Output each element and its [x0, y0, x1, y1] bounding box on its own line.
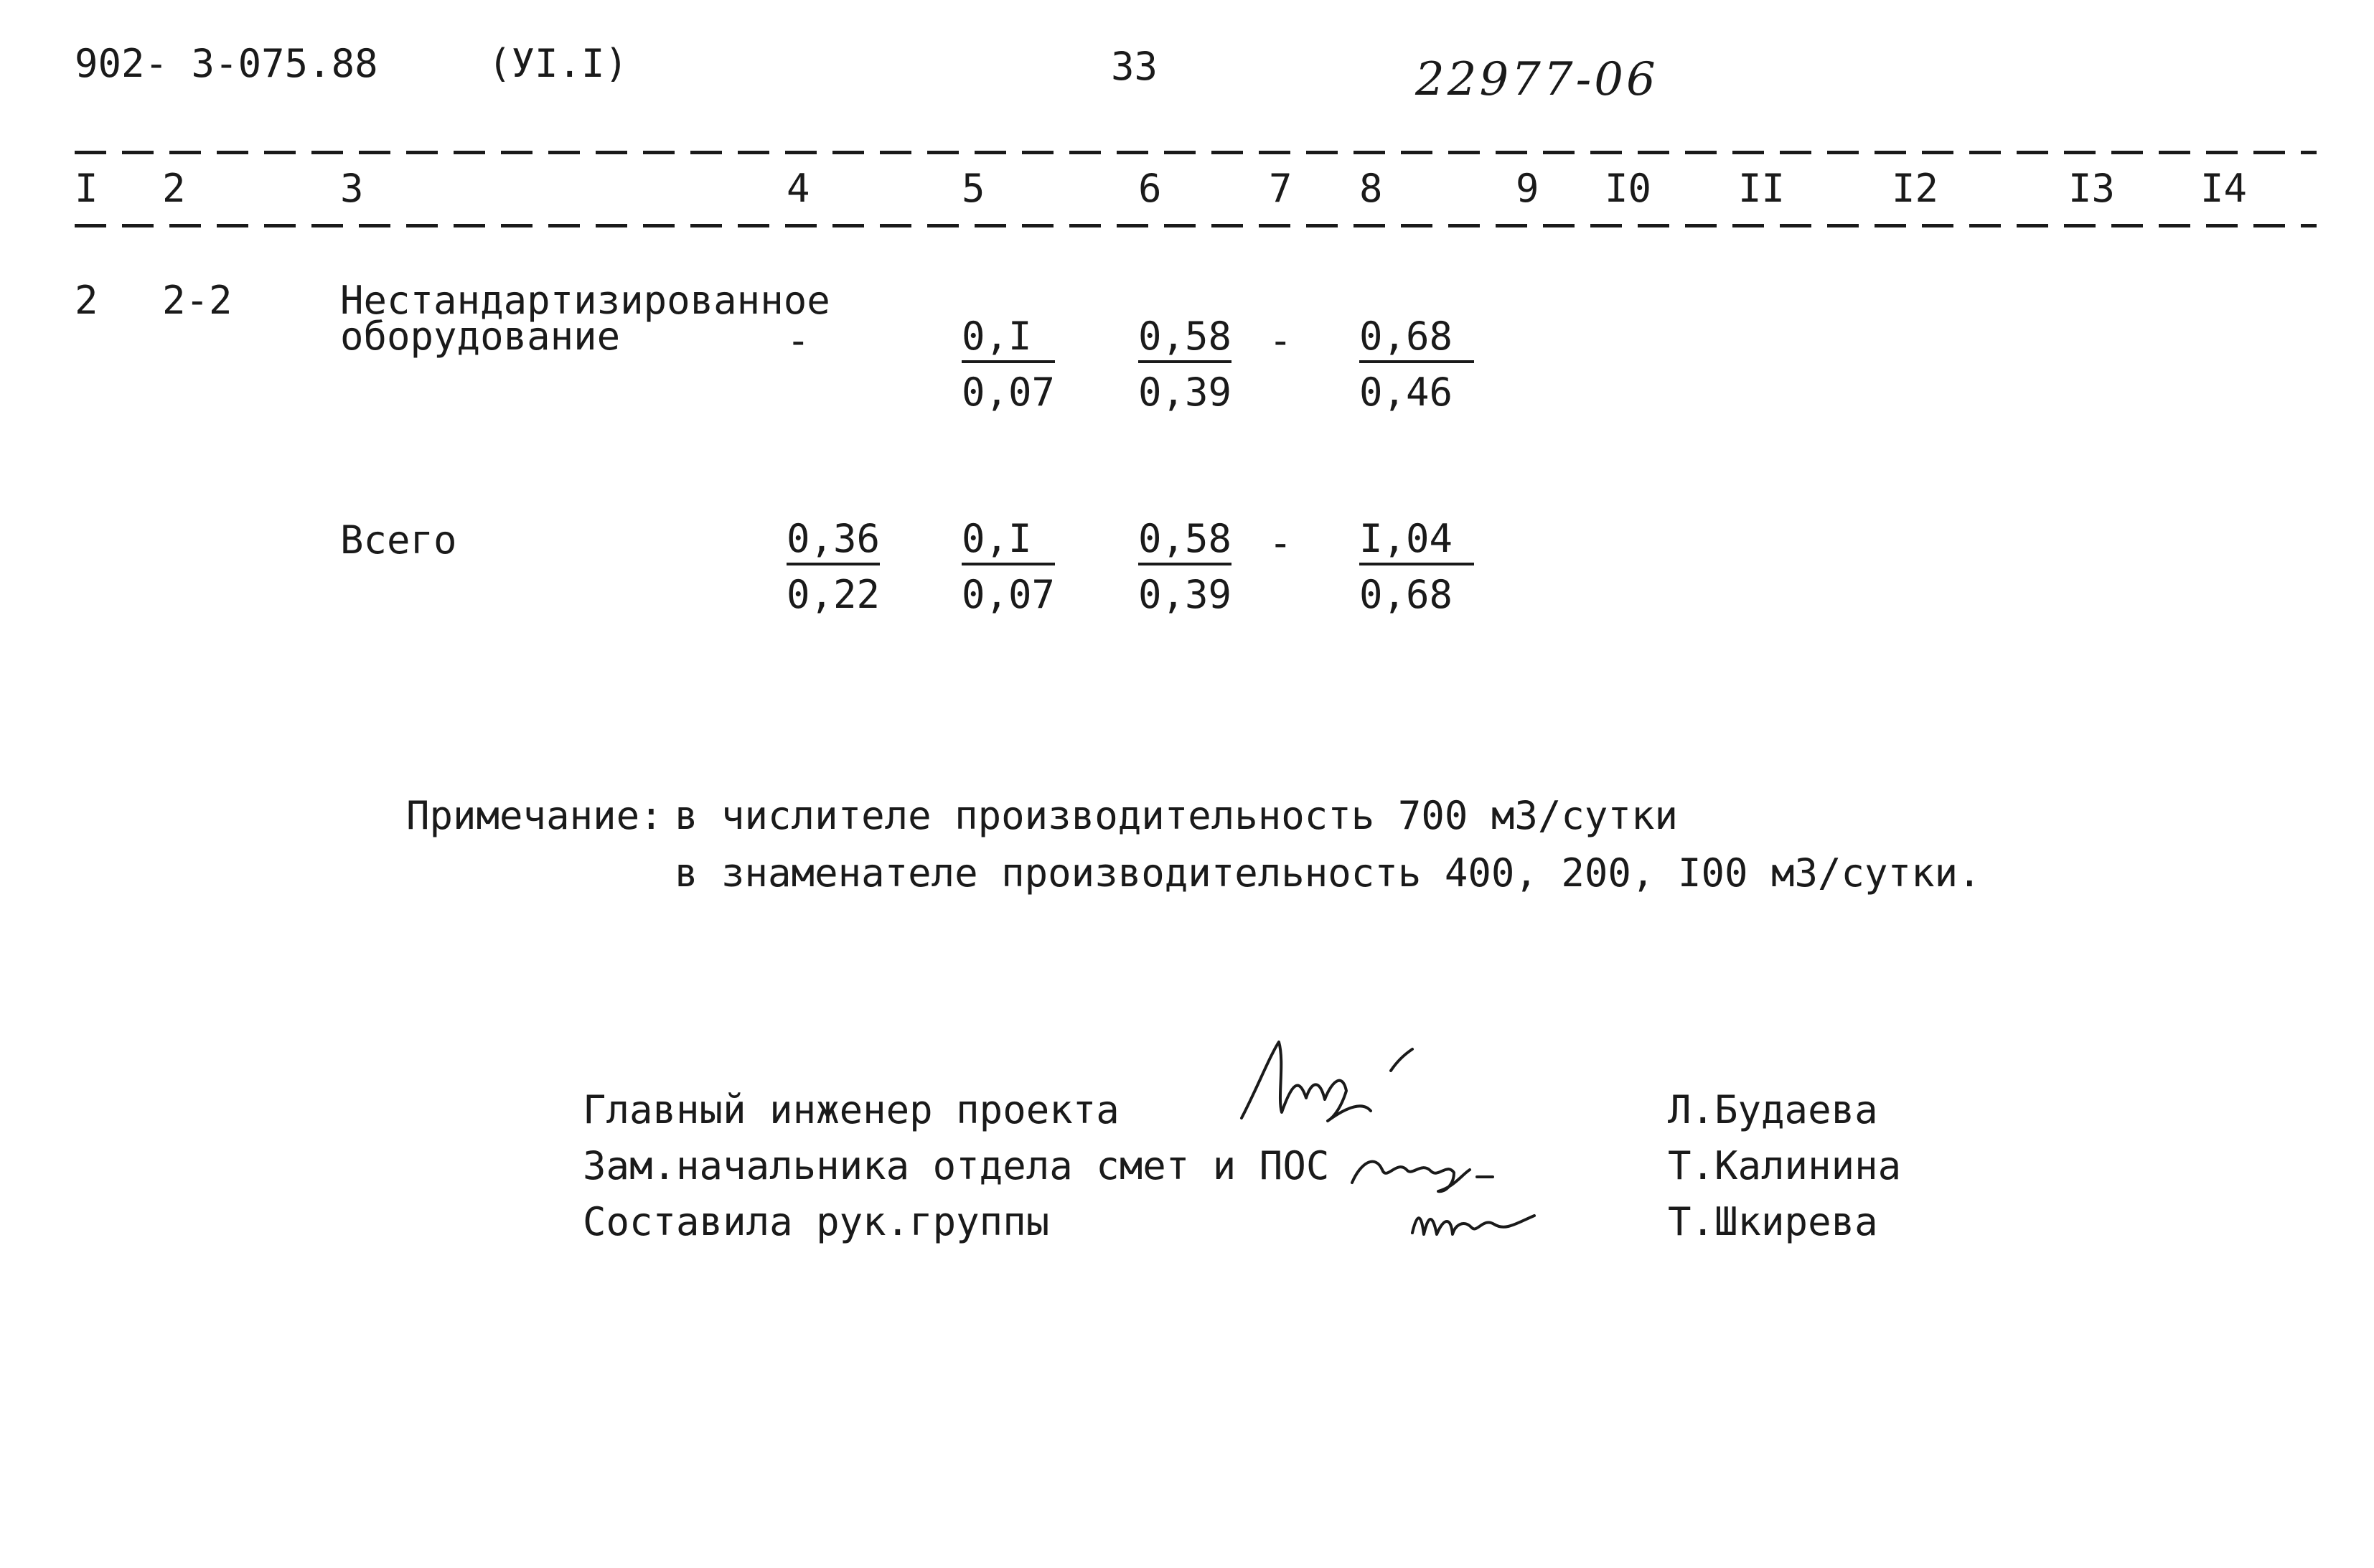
- fraction-numerator: 0,36: [787, 520, 880, 565]
- total-col4-fraction: [787, 516, 881, 617]
- fraction-numerator: 0,58: [1138, 317, 1231, 363]
- column-header-6: 6: [1138, 166, 1162, 211]
- row-col6-fraction: [1138, 314, 1232, 415]
- row-number: 2: [75, 278, 98, 323]
- row-name-line1: Нестандартизированное: [340, 278, 830, 323]
- row-name-line2: оборудование: [340, 314, 621, 359]
- column-header-3: 3: [340, 166, 364, 211]
- note-label: Примечание:: [406, 793, 663, 838]
- column-header-8: 8: [1359, 166, 1383, 211]
- signature-role-group-leader: Составила рук.группы: [583, 1199, 1050, 1244]
- note-line2: в знаменателе производительность 400, 200, I00 м3/сутки.: [675, 850, 1981, 896]
- column-header-4: 4: [787, 166, 810, 211]
- fraction-denominator: 0,68: [1359, 572, 1453, 617]
- fraction-denominator: 0,39: [1138, 572, 1232, 617]
- handwritten-signature-3: [1405, 1203, 1549, 1246]
- row-code: 2-2: [162, 278, 233, 323]
- page-number: 33: [1111, 44, 1158, 89]
- total-col7-value: -: [1269, 520, 1292, 565]
- column-header-14: I4: [2200, 166, 2248, 211]
- column-header-12: I2: [1892, 166, 1939, 211]
- sheet-code: 22977-06: [1415, 53, 1658, 106]
- fraction-numerator: 0,I: [962, 317, 1055, 363]
- column-header-9: 9: [1516, 166, 1539, 211]
- signature-name-shkireva: Т.Шкирева: [1668, 1199, 1878, 1244]
- fraction-numerator: I,04: [1359, 520, 1474, 565]
- fraction-numerator: 0,58: [1138, 520, 1231, 565]
- note-line1: в числителе производительность 700 м3/сутки: [675, 793, 1678, 838]
- signature-role-chief-engineer: Главный инженер проекта: [583, 1087, 1120, 1132]
- fraction-numerator: 0,68: [1359, 317, 1474, 363]
- series-number: 902- 3-075.88: [75, 41, 378, 86]
- table-header-rule: [75, 224, 2317, 227]
- total-col6-fraction: [1138, 516, 1232, 617]
- total-col5-fraction: [962, 516, 1056, 617]
- total-label: Всего: [340, 517, 457, 563]
- table-top-rule: [75, 151, 2317, 154]
- row-col5-fraction: [962, 314, 1056, 415]
- column-header-10: I0: [1605, 166, 1652, 211]
- signature-name-budaeva: Л.Будаева: [1668, 1087, 1878, 1132]
- row-col8-fraction: [1359, 314, 1474, 415]
- column-header-5: 5: [962, 166, 985, 211]
- handwritten-signature-2: [1346, 1141, 1504, 1198]
- fraction-denominator: 0,39: [1138, 370, 1232, 415]
- section-number: (УI.I): [488, 41, 629, 86]
- signature-name-kalinina: Т.Калинина: [1668, 1143, 1902, 1188]
- row-col7-value: -: [1269, 318, 1292, 363]
- handwritten-signature-1: [1234, 1033, 1450, 1127]
- column-header-2: 2: [162, 166, 186, 211]
- fraction-numerator: 0,I: [962, 520, 1055, 565]
- fraction-denominator: 0,07: [962, 370, 1056, 415]
- total-col8-fraction: [1359, 516, 1474, 617]
- column-header-11: II: [1738, 166, 1786, 211]
- column-header-1: I: [75, 166, 98, 211]
- column-header-7: 7: [1269, 166, 1292, 211]
- row-col4-value: -: [787, 318, 810, 363]
- fraction-denominator: 0,07: [962, 572, 1056, 617]
- fraction-denominator: 0,22: [787, 572, 881, 617]
- signature-role-deputy-head: Зам.начальника отдела смет и ПОС: [583, 1143, 1330, 1188]
- column-header-13: I3: [2068, 166, 2116, 211]
- fraction-denominator: 0,46: [1359, 370, 1453, 415]
